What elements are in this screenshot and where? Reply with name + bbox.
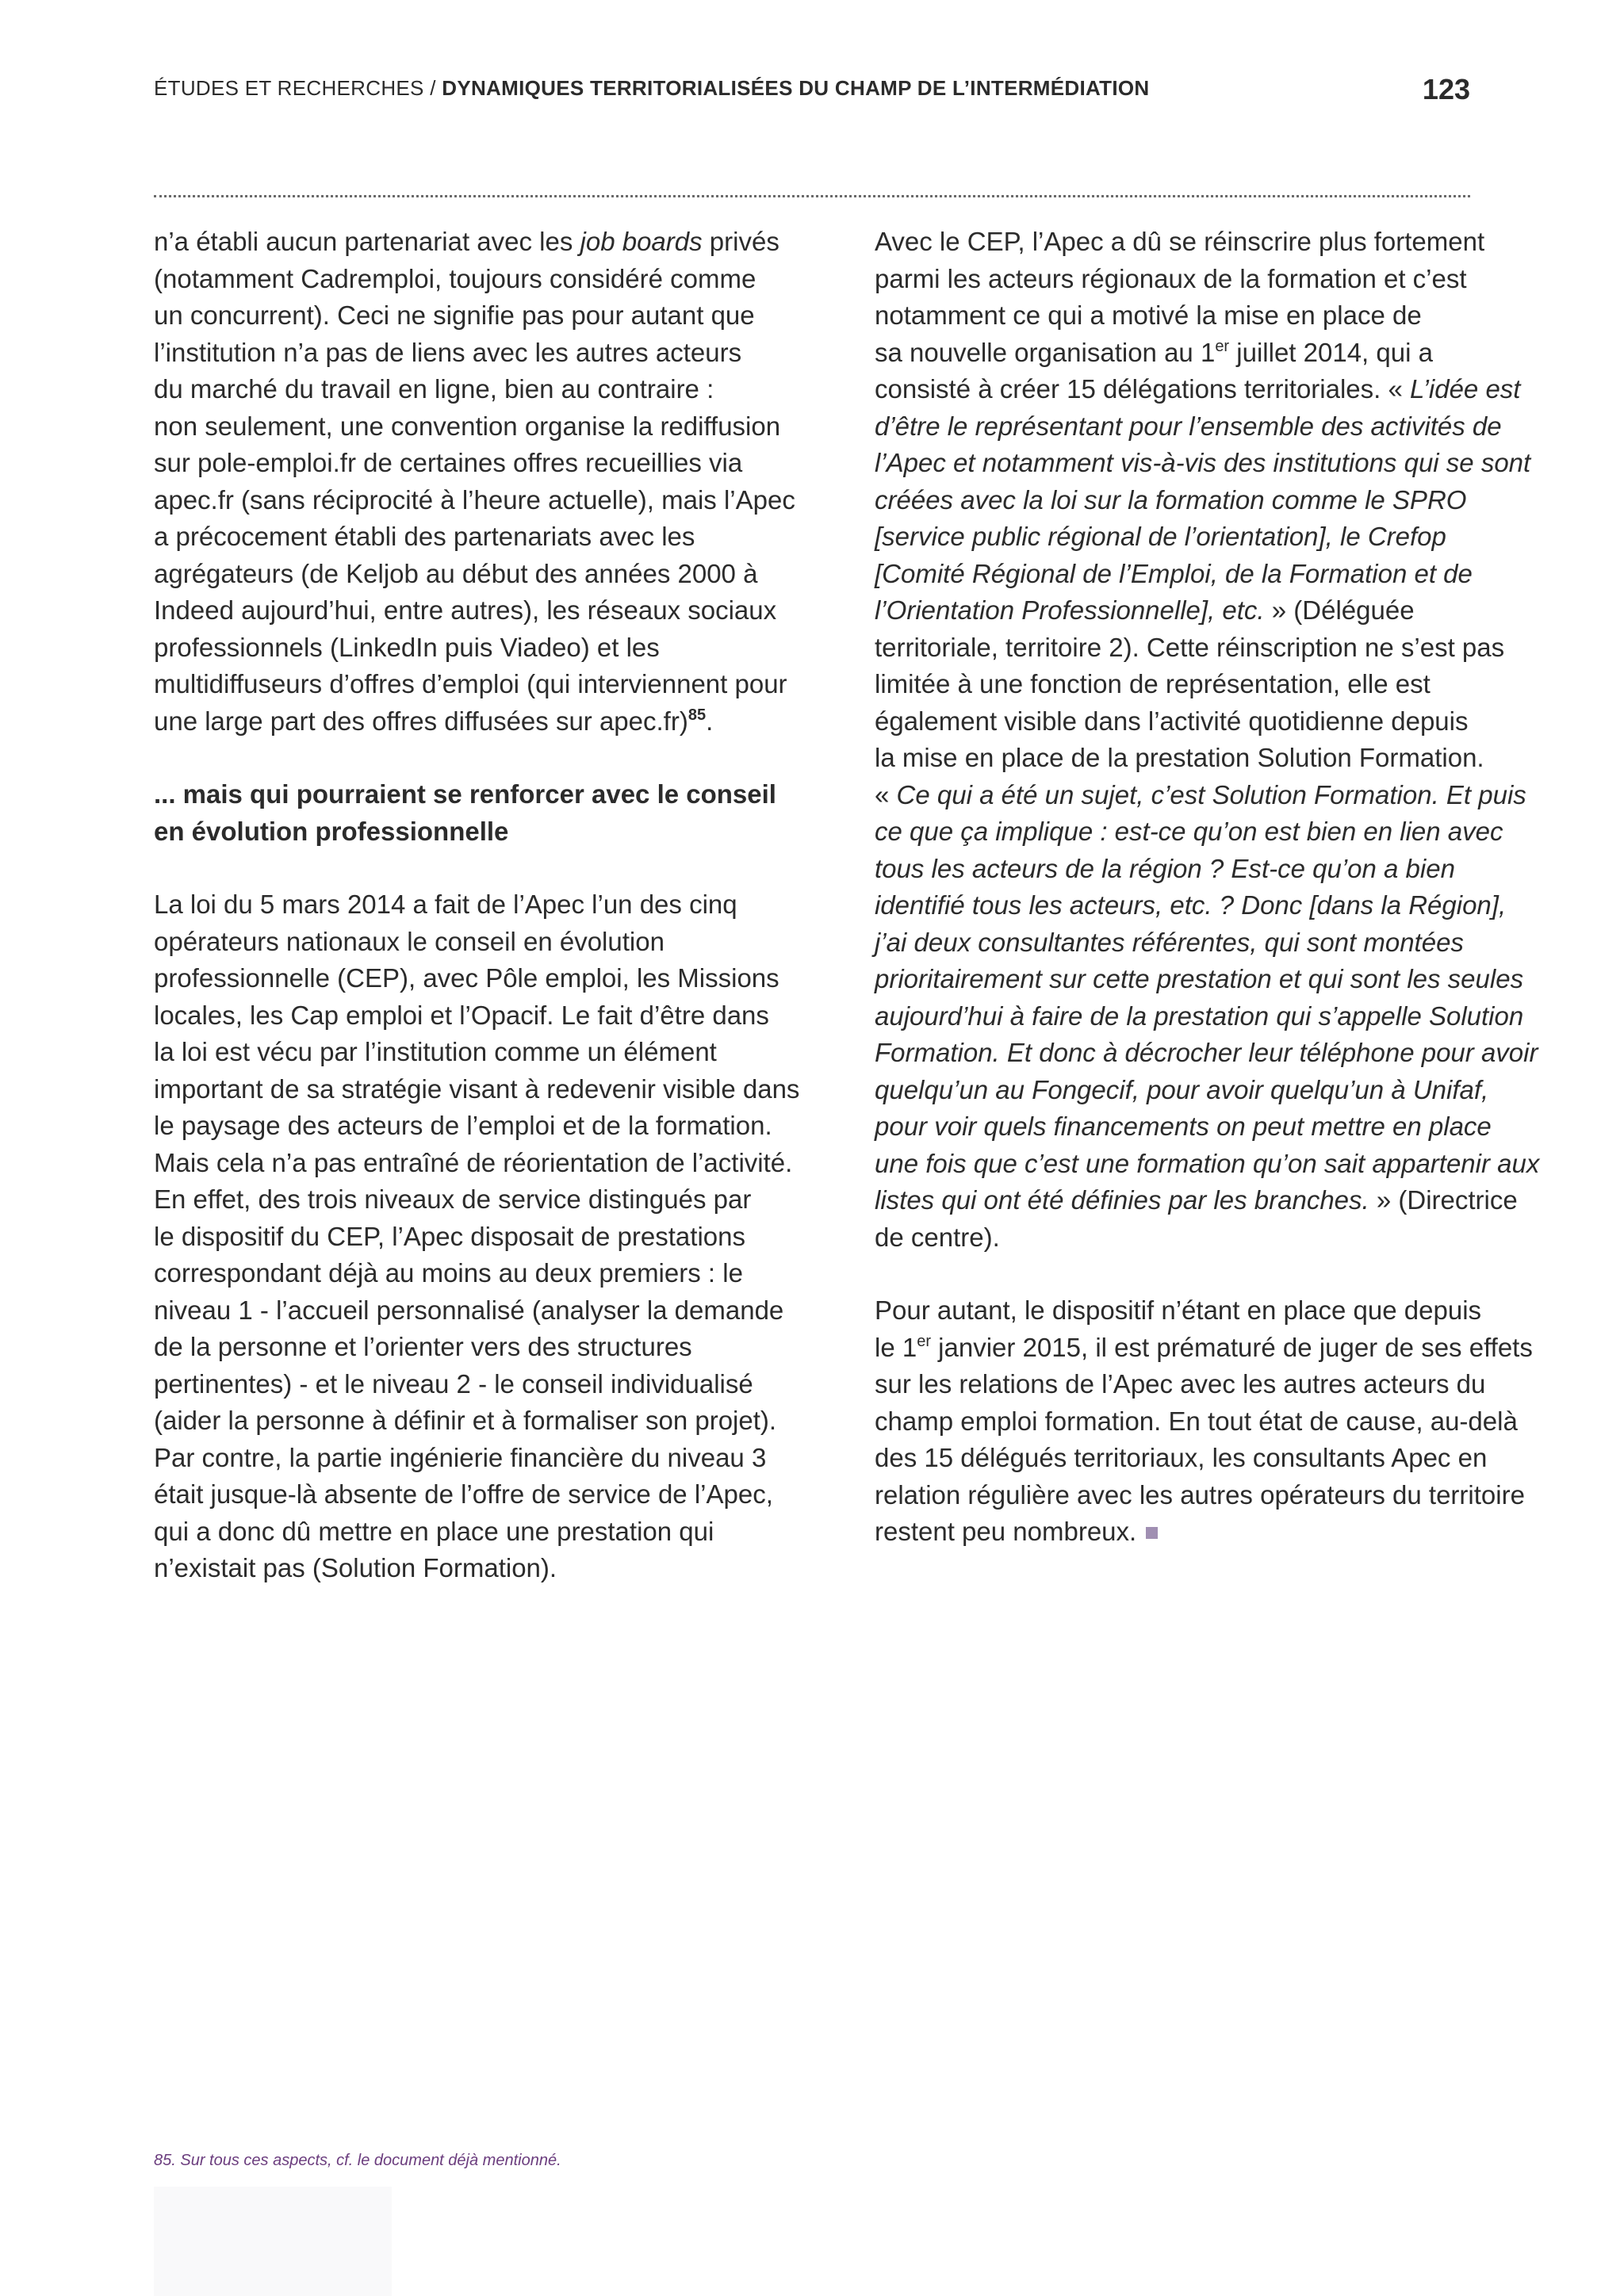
- paragraph-partnerships: [154, 224, 836, 740]
- paragraph-gap: [154, 740, 836, 776]
- text-line: restent peu nombreux.: [875, 1517, 1137, 1546]
- text-line: professionnels (LinkedIn puis Viadeo) et les: [154, 632, 660, 662]
- text-line: n’existait pas (Solution Formation).: [154, 1553, 557, 1582]
- text-line: le dispositif du CEP, l’Apec disposait de prestations: [154, 1221, 745, 1251]
- subheading-line: ... mais qui pourraient se renforcer avec le conseil: [154, 779, 776, 809]
- footnote-reference: 85: [688, 706, 707, 724]
- text-line: parmi les acteurs régionaux de la formation et c’est: [875, 263, 1467, 293]
- text-line: la loi est vécu par l’institution comme un élément: [154, 1037, 717, 1066]
- quote-text: listes qui ont été définies par les branches.: [875, 1185, 1369, 1215]
- text-line: professionnelle (CEP), avec Pôle emploi, les Missions: [154, 963, 779, 993]
- text-line: sur les relations de l’Apec avec les autres acteurs du: [875, 1369, 1486, 1399]
- text-line: territoriale, territoire 2). Cette réinscription ne s’est pas: [875, 632, 1505, 662]
- end-of-article-mark: [1146, 1527, 1158, 1539]
- quote-text: j’ai deux consultantes référentes, qui sont montées: [875, 927, 1464, 957]
- section-subheading: [154, 776, 836, 850]
- right-column: [875, 224, 1557, 1551]
- text-line: l’institution n’a pas de liens avec les autres acteurs: [154, 337, 742, 367]
- text-line: champ emploi formation. En tout état de cause, au-delà: [875, 1406, 1518, 1436]
- text-line: » (Déléguée: [1264, 595, 1415, 625]
- quote-text: aujourd’hui à faire de la prestation qui s’appelle Solution: [875, 1001, 1524, 1031]
- text-line: juillet 2014, qui a: [1229, 337, 1433, 367]
- text-line: opérateurs nationaux le conseil en évolution: [154, 926, 665, 956]
- text-line: Indeed aujourd’hui, entre autres), les réseaux sociaux: [154, 595, 777, 625]
- quote-text: l’Apec et notamment vis-à-vis des institutions qui se sont: [875, 448, 1531, 477]
- text-line: Par contre, la partie ingénierie financière du niveau 3: [154, 1442, 767, 1472]
- text-line: de centre).: [875, 1222, 1000, 1252]
- text-line: la mise en place de la prestation Solution Formation.: [875, 743, 1484, 772]
- text-line: de la personne et l’orienter vers des structures: [154, 1332, 692, 1361]
- text-line: locales, les Cap emploi et l’Opacif. Le fait d’être dans: [154, 1000, 769, 1030]
- text-line: également visible dans l’activité quotidienne depuis: [875, 706, 1469, 736]
- paragraph-gap: [875, 1256, 1557, 1292]
- text-line: La loi du 5 mars 2014 a fait de l’Apec l’un des cinq: [154, 890, 737, 919]
- page-number: 123: [1422, 73, 1470, 105]
- italic-term: job boards: [580, 227, 703, 256]
- quote-text: L’idée est: [1410, 374, 1521, 404]
- text-line: niveau 1 - l’accueil personnalisé (analyser la demande: [154, 1295, 784, 1325]
- quote-text: ce que ça implique : est-ce qu’on est bien en lien avec: [875, 817, 1503, 846]
- text-line: le paysage des acteurs de l’emploi et de la formation.: [154, 1111, 772, 1140]
- text-line: a précocement établi des partenariats avec les: [154, 522, 695, 551]
- text-line: Mais cela n’a pas entraîné de réorientation de l’activité.: [154, 1147, 793, 1177]
- quote-text: identifié tous les acteurs, etc. ? Donc [dans la Région],: [875, 890, 1507, 920]
- left-column: [154, 224, 836, 1587]
- text-line: «: [875, 779, 897, 809]
- footnote: 85. Sur tous ces aspects, cf. le document déjà mentionné.: [154, 2152, 561, 2169]
- text-line: une large part des offres diffusées sur apec.fr): [154, 706, 688, 736]
- text-line: qui a donc dû mettre en place une prestation qui: [154, 1516, 714, 1546]
- quote-text: d’être le représentant pour l’ensemble des activités de: [875, 411, 1502, 441]
- paragraph-gap: [154, 850, 836, 886]
- text-line: apec.fr (sans réciprocité à l’heure actuelle), mais l’Apec: [154, 484, 795, 515]
- text-line: sur pole-emploi.fr de certaines offres recueillies via: [154, 448, 743, 477]
- paragraph-cep-law: [154, 886, 836, 1587]
- text-line: important de sa stratégie visant à redevenir visible dans: [154, 1073, 800, 1104]
- text-line: notamment ce qui a motivé la mise en place de: [875, 300, 1422, 330]
- text-line: non seulement, une convention organise la rediffusion: [154, 411, 781, 441]
- quote-text: quelqu’un au Fongecif, pour avoir quelqu’un à Unifaf,: [875, 1074, 1489, 1104]
- text-line: privés: [702, 227, 779, 256]
- section-label: ÉTUDES ET RECHERCHES /: [154, 76, 436, 100]
- text-line: Pour autant, le dispositif n’étant en place que depuis: [875, 1295, 1482, 1325]
- text-line: relation régulière avec les autres opérateurs du territoire: [875, 1479, 1525, 1510]
- text-line: (aider la personne à définir et à formaliser son projet).: [154, 1406, 777, 1435]
- text-line: n’a établi aucun partenariat avec les: [154, 227, 580, 256]
- text-line: le 1: [875, 1332, 917, 1362]
- text-line: (notamment Cadremploi, toujours considéré comme: [154, 263, 756, 293]
- text-line: .: [706, 706, 714, 736]
- text-line: sa nouvelle organisation au 1: [875, 337, 1216, 367]
- text-line: un concurrent). Ceci ne signifie pas pour autant que: [154, 300, 755, 330]
- text-line: du marché du travail en ligne, bien au contraire :: [154, 374, 714, 404]
- quote-text: Formation. Et donc à décrocher leur téléphone pour avoir: [875, 1038, 1538, 1067]
- quote-text: créées avec la loi sur la formation comme le SPRO: [875, 484, 1467, 515]
- paragraph-conclusion: [875, 1292, 1557, 1551]
- superscript: er: [1215, 337, 1230, 355]
- running-head: [154, 76, 1149, 101]
- subheading-line: en évolution professionnelle: [154, 816, 509, 846]
- page-header: [154, 70, 1470, 117]
- text-line: limitée à une fonction de représentation, elle est: [875, 669, 1431, 698]
- quote-text: l’Orientation Professionnelle], etc.: [875, 595, 1265, 625]
- text-line: multidiffuseurs d’offres d’emploi (qui interviennent pour: [154, 669, 787, 698]
- corner-decoration: [154, 2187, 392, 2296]
- text-line: En effet, des trois niveaux de service distingués par: [154, 1184, 752, 1214]
- document-title: DYNAMIQUES TERRITORIALISÉES DU CHAMP DE L’INTERMÉDIATION: [442, 76, 1150, 100]
- quote-text: prioritairement sur cette prestation et qui sont les seules: [875, 964, 1524, 993]
- quote-text: Ce qui a été un sujet, c’est Solution Formation. Et puis: [896, 779, 1526, 809]
- dotted-divider: [154, 195, 1470, 197]
- quote-text: pour voir quels financements on peut mettre en place: [875, 1112, 1492, 1141]
- paragraph-regional-actors: [875, 224, 1557, 1256]
- text-line: » (Directrice: [1369, 1185, 1518, 1215]
- text-line: consisté à créer 15 délégations territoriales. «: [875, 374, 1411, 404]
- quote-text: [service public régional de l’orientation], le Crefop: [875, 522, 1446, 551]
- quote-text: une fois que c’est une formation qu’on sait appartenir aux: [875, 1148, 1540, 1178]
- superscript: er: [917, 1332, 932, 1350]
- text-line: agrégateurs (de Keljob au début des années 2000 à: [154, 558, 758, 588]
- text-line: des 15 délégués territoriaux, les consultants Apec en: [875, 1443, 1488, 1472]
- quote-text: tous les acteurs de la région ? Est-ce qu’on a bien: [875, 853, 1455, 883]
- text-line: était jusque-là absente de l’offre de service de l’Apec,: [154, 1479, 773, 1509]
- text-line: Avec le CEP, l’Apec a dû se réinscrire plus fortement: [875, 227, 1485, 256]
- text-line: correspondant déjà au moins au deux premiers : le: [154, 1258, 743, 1288]
- quote-text: [Comité Régional de l’Emploi, de la Formation et de: [875, 558, 1473, 588]
- text-line: janvier 2015, il est prématuré de juger de ses effets: [931, 1332, 1533, 1362]
- text-line: pertinentes) - et le niveau 2 - le conseil individualisé: [154, 1368, 753, 1399]
